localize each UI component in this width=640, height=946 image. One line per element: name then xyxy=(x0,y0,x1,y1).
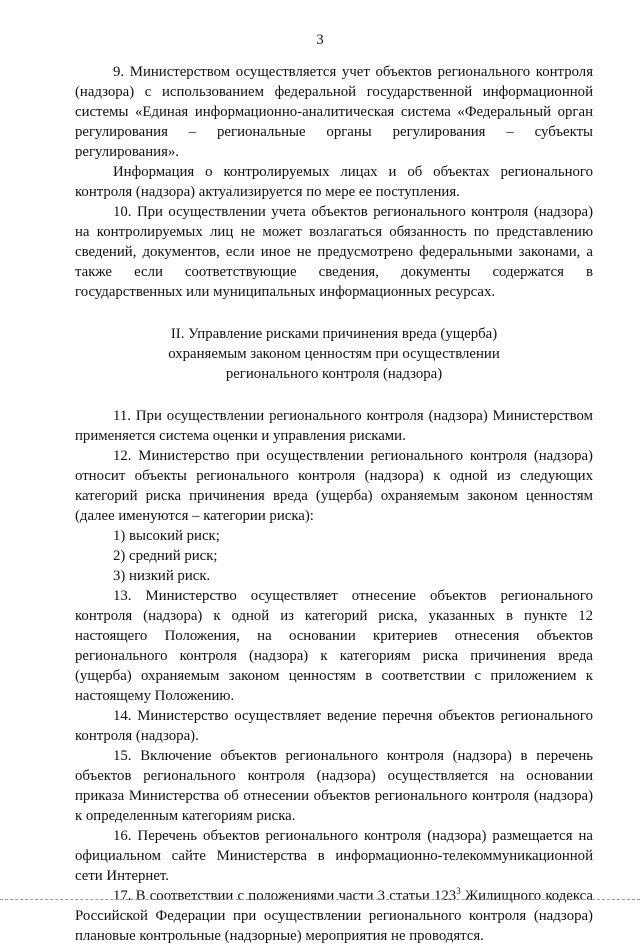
paragraph-9: 9. Министерством осуществляется учет объектов регионального контроля (надзора) с использованием федеральной государственной информационной системы «Единая информационно-аналитическая система «Федеральный орган регулирования – региональные органы регулирования – субъекты регулирования». xyxy=(75,64,593,160)
article-superscript: 3 xyxy=(456,886,461,897)
paragraph-11: 11. При осуществлении регионального контроля (надзора) Министерством применяется система оценки и управления рисками. xyxy=(75,408,593,444)
paragraph-16: 16. Перечень объектов регионального контроля (надзора) размещается на официальном сайте Министерства в информационно-телекоммуникационной сети Интернет. xyxy=(75,828,593,884)
risk-category-low: 3) низкий риск. xyxy=(113,568,211,584)
paragraph-17-start: 17. В соответствии с положениями части 3 статьи 123 xyxy=(113,888,457,904)
page-number: 3 xyxy=(316,32,324,48)
risk-category-medium: 2) средний риск; xyxy=(113,548,218,564)
paragraph-10: 10. При осуществлении учета объектов регионального контроля (надзора) на контролируемых лиц не может возлагаться обязанность по представлению сведений, документов, если иное не предусмотрено федеральными законами, а также если соответствующие сведения, документы содержатся в государственных или муниципальных информационных ресурсах. xyxy=(75,204,593,300)
section-heading-line: регионального контроля (надзора) xyxy=(225,366,443,382)
scan-bottom-edge xyxy=(0,899,640,901)
paragraph-13: 13. Министерство осуществляет отнесение объектов регионального контроля (надзора) к одной из категорий риска, указанных в пункте 12 настоящего Положения, на основании критериев отнесения объектов регионального контроля (надзора) к категориям риска причинения вреда (ущерба) охраняемым законом ценностям в соответствии с приложением к настоящему Положению. xyxy=(75,588,593,704)
paragraph-17 xyxy=(75,886,593,946)
paragraph-17-end: Жилищного кодекса Российской Федерации при осуществлении регионального контроля (надзора) плановые контрольные (надзорные) мероприятия не проводятся. xyxy=(75,888,593,944)
paragraph-9-info: Информация о контролируемых лицах и об объектах регионального контроля (надзора) актуализируется по мере ее поступления. xyxy=(75,164,593,200)
document-body xyxy=(75,62,593,946)
paragraph-14: 14. Министерство осуществляет ведение перечня объектов регионального контроля (надзора). xyxy=(75,708,593,744)
paragraph-12: 12. Министерство при осуществлении регионального контроля (надзора) относит объекты регионального контроля (надзора) к одной из следующих категорий риска причинения вреда (ущерба) охраняемым законом ценностям (далее именуются – категории риска): xyxy=(75,448,593,524)
section-heading xyxy=(75,324,593,384)
section-heading-line: II. Управление рисками причинения вреда (ущерба) xyxy=(170,326,498,342)
risk-category-high: 1) высокий риск; xyxy=(113,528,220,544)
section-heading-line: охраняемым законом ценностям при осуществлении xyxy=(168,346,500,362)
paragraph-15: 15. Включение объектов регионального контроля (надзора) в перечень объектов регионального контроля (надзора) осуществляется на основании приказа Министерства об отнесении объектов регионального контроля (надзора) к определенным категориям риска. xyxy=(75,748,593,824)
